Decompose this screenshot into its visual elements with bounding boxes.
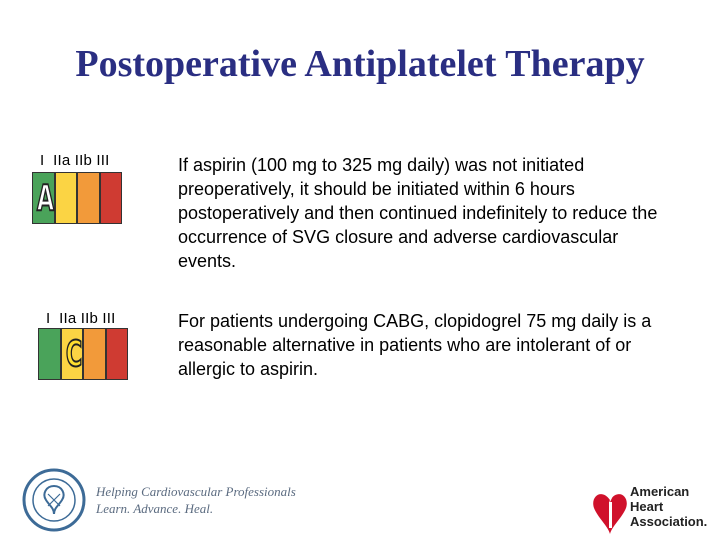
evidence-level-letter: C <box>65 334 82 375</box>
aha-word-3: Association. <box>630 514 708 529</box>
class-IIa-segment <box>56 173 79 223</box>
class-IIb-segment <box>78 173 101 223</box>
acc-seal-logo <box>22 468 86 532</box>
class-level-box-2 <box>38 328 128 380</box>
class-I-segment <box>39 329 62 379</box>
class-IIb-segment <box>84 329 107 379</box>
acc-tagline <box>96 483 296 517</box>
aha-wordmark <box>630 484 707 529</box>
class-III-segment <box>107 329 128 379</box>
class-III-segment <box>101 173 122 223</box>
acc-tagline-line-2: Learn. Advance. Heal. <box>96 501 214 516</box>
class-I-segment <box>33 173 56 223</box>
class-IIa-segment <box>62 329 85 379</box>
class-labels-2: I IIa IIb III <box>46 310 116 327</box>
recommendation-text-2: For patients undergoing CABG, clopidogrel 75 mg daily is a reasonable alternative in patients who are intolerant of or allergic to aspirin. <box>178 311 652 379</box>
class-level-box-1 <box>32 172 122 224</box>
slide-title: Postoperative Antiplatelet Therapy <box>75 43 645 85</box>
recommendation-text-1: If aspirin (100 mg to 325 mg daily) was not initiated preoperatively, it should be initiated within 6 hours postoperatively and then continued indefinitely to reduce the occurrence of SVG closure and adverse cardiovascular events. <box>178 155 658 271</box>
aha-word-1: American <box>630 484 690 499</box>
acc-tagline-line-1: Helping Cardiovascular Professionals <box>96 484 296 499</box>
evidence-level-letter: A <box>36 178 55 219</box>
class-labels-1: I IIa IIb III <box>40 152 110 169</box>
aha-word-2: Heart <box>630 499 664 514</box>
